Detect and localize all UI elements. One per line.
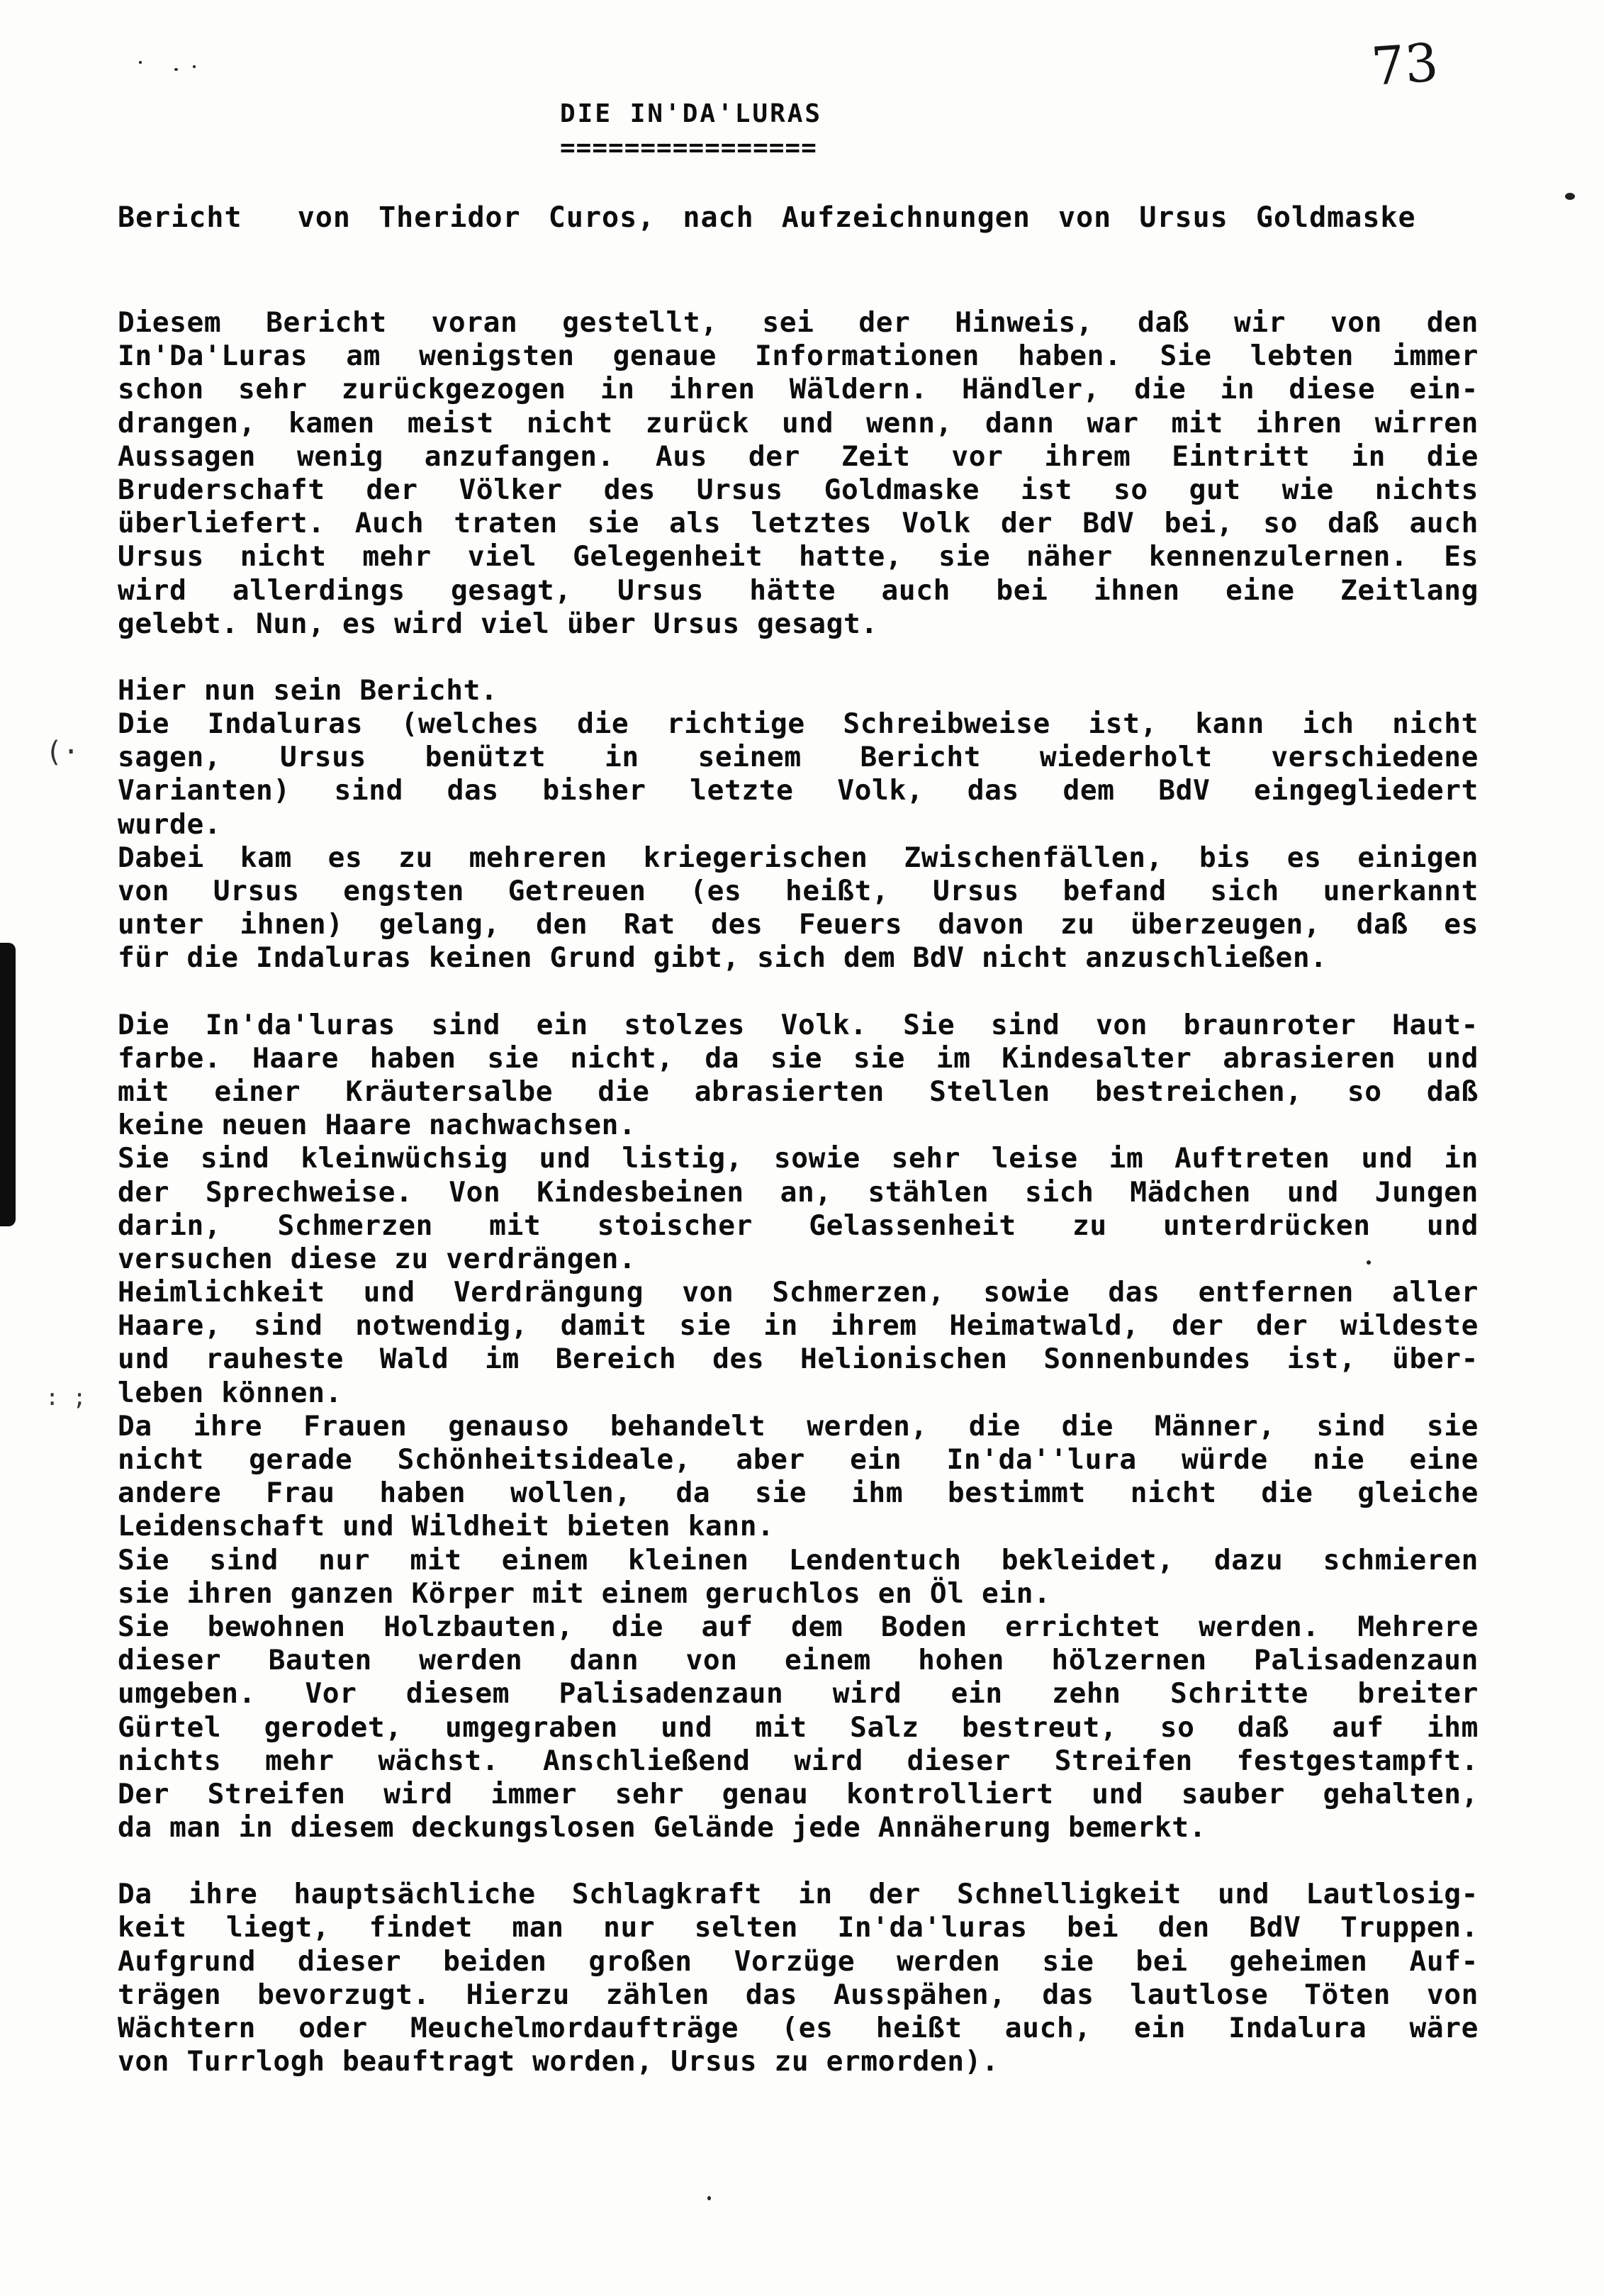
text-line: Varianten) sind das bisher letzte Volk, das dem BdV eingegliedert (118, 774, 1479, 807)
scan-speck (1565, 193, 1575, 200)
text-line: andere Frau haben wollen, da sie ihm bestimmt nicht die gleiche (118, 1477, 1479, 1510)
text-line: Sie bewohnen Holzbauten, die auf dem Boden errichtet werden. Mehrere (118, 1610, 1479, 1643)
page-number: 73 (1369, 32, 1440, 98)
margin-pencil-mark: : ; (45, 1384, 86, 1411)
byline: Bericht von Theridor Curos, nach Aufzeichnungen von Ursus Goldmaske (118, 201, 1416, 234)
text-line: unter ihnen) gelang, den Rat des Feuers davon zu überzeugen, daß es (118, 908, 1479, 941)
text-line: keine neuen Haare nachwachsen. (118, 1109, 636, 1142)
text-line: In'Da'Luras am wenigsten genaue Informationen haben. Sie lebten immer (118, 340, 1479, 373)
text-line: sie ihren ganzen Körper mit einem geruchlos en Öl ein. (118, 1577, 1051, 1610)
text-line: Die Indaluras (welches die richtige Schreibweise ist, kann ich nicht (118, 707, 1479, 741)
paragraph (118, 674, 1479, 975)
text-line: drangen, kamen meist nicht zurück und wenn, dann war mit ihren wirren (118, 406, 1479, 439)
text-line: versuchen diese zu verdrängen. (118, 1242, 636, 1275)
text-line: Die In'da'luras sind ein stolzes Volk. Sie sind von braunroter Haut- (118, 1008, 1479, 1041)
text-line: sagen, Ursus benützt in seinem Bericht wiederholt verschiedene (118, 741, 1479, 774)
text-line: schon sehr zurückgezogen in ihren Wäldern. Händler, die in diese ein- (118, 373, 1479, 406)
text-line: nicht gerade Schönheitsideale, aber ein In'da''lura würde nie eine (118, 1443, 1479, 1476)
text-line: Da ihre Frauen genauso behandelt werden, die die Männer, sind sie (118, 1409, 1479, 1443)
text-line: der Sprechweise. Von Kindesbeinen an, stählen sich Mädchen und Jungen (118, 1175, 1479, 1209)
paragraph (118, 306, 1479, 641)
scan-speck (139, 61, 142, 64)
text-line: Hier nun sein Bericht. (118, 673, 498, 707)
text-line: Da ihre hauptsächliche Schlagkraft in der Schnelligkeit und Lautlosig- (118, 1878, 1479, 1911)
text-line: Bruderschaft der Völker des Ursus Goldmaske ist so gut wie nichts (118, 473, 1479, 506)
scan-speck (174, 68, 178, 71)
text-line: gelebt. Nun, es wird viel über Ursus gesagt. (118, 607, 878, 640)
text-line: Haare, sind notwendig, damit sie in ihrem Heimatwald, der der wildeste (118, 1309, 1479, 1343)
text-line: Leidenschaft und Wildheit bieten kann. (118, 1510, 775, 1543)
scan-speck (193, 65, 196, 68)
text-line: Aufgrund dieser beiden großen Vorzüge werden sie bei geheimen Auf- (118, 1944, 1479, 1978)
text-line: keit liegt, findet man nur selten In'da'luras bei den BdV Truppen. (118, 1911, 1479, 1944)
document-title: DIE IN'DA'LURAS (560, 99, 823, 128)
scan-margin-shadow (0, 943, 16, 1226)
text-line: Aussagen wenig anzufangen. Aus der Zeit vor ihrem Eintritt in die (118, 439, 1479, 473)
text-line: überliefert. Auch traten sie als letztes Volk der BdV bei, so daß auch (118, 507, 1479, 540)
title-underline: ================ (560, 133, 817, 162)
text-line: von Ursus engsten Getreuen (es heißt, Ursus befand sich unerkannt (118, 875, 1479, 907)
text-line: farbe. Haare haben sie nicht, da sie sie im Kindesalter abrasieren und (118, 1041, 1479, 1075)
text-line: Heimlichkeit und Verdrängung von Schmerzen, sowie das entfernen aller (118, 1276, 1479, 1309)
margin-pencil-mark: (· (45, 736, 80, 768)
text-line: von Turrlogh beauftragt worden, Ursus zu ermorden). (118, 2045, 999, 2078)
text-line: umgeben. Vor diesem Palisadenzaun wird ein zehn Schritte breiter (118, 1677, 1479, 1710)
text-line: Diesem Bericht voran gestellt, sei der Hinweis, daß wir von den (118, 306, 1479, 339)
text-line: Wächtern oder Meuchelmordaufträge (es heißt auch, ein Indalura wäre (118, 2012, 1479, 2044)
text-line: Ursus nicht mehr viel Gelegenheit hatte, sie näher kennenzulernen. Es (118, 540, 1479, 573)
scan-speck (707, 2196, 711, 2200)
text-line: Sie sind kleinwüchsig und listig, sowie sehr leise im Auftreten und in (118, 1142, 1479, 1175)
text-line: darin, Schmerzen mit stoischer Gelassenheit zu unterdrücken und (118, 1209, 1479, 1242)
text-line: wurde. (118, 807, 222, 841)
text-line: Der Streifen wird immer sehr genau kontrolliert und sauber gehalten, (118, 1777, 1479, 1810)
text-line: nichts mehr wächst. Anschließend wird dieser Streifen festgestampft. (118, 1744, 1479, 1777)
text-line: Dabei kam es zu mehreren kriegerischen Zwischenfällen, bis es einigen (118, 841, 1479, 874)
paragraph (118, 1878, 1479, 2078)
paragraph (118, 1009, 1479, 1845)
text-line: Sie sind nur mit einem kleinen Lendentuch bekleidet, dazu schmieren (118, 1543, 1479, 1577)
text-line: leben können. (118, 1376, 342, 1409)
text-line: wird allerdings gesagt, Ursus hätte auch bei ihnen eine Zeitlang (118, 573, 1479, 607)
text-line: mit einer Kräutersalbe die abrasierten Stellen bestreichen, so daß (118, 1075, 1479, 1108)
text-line: da man in diesem deckungslosen Gelände jede Annäherung bemerkt. (118, 1811, 1207, 1844)
body-text (118, 306, 1479, 2112)
text-line: dieser Bauten werden dann von einem hohen hölzernen Palisadenzaun (118, 1644, 1479, 1677)
text-line: für die Indaluras keinen Grund gibt, sich dem BdV nicht anzuschließen. (118, 941, 1328, 975)
text-line: und rauheste Wald im Bereich des Helionischen Sonnenbundes ist, über- (118, 1343, 1479, 1376)
text-line: Gürtel gerodet, umgegraben und mit Salz bestreut, so daß auf ihm (118, 1710, 1479, 1744)
text-line: trägen bevorzugt. Hierzu zählen das Ausspähen, das lautlose Töten von (118, 1978, 1479, 2011)
